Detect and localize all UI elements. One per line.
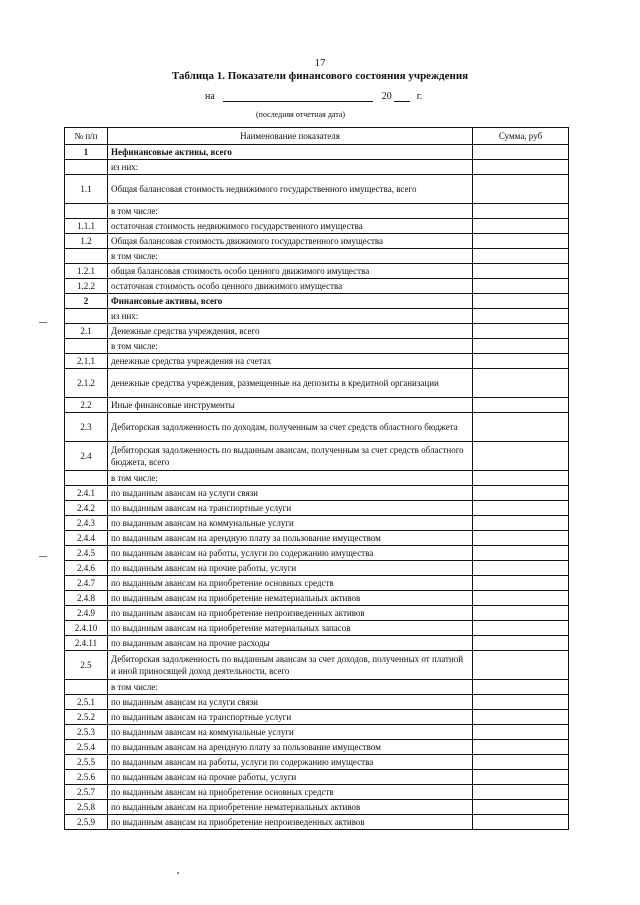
sum-cell[interactable] <box>473 815 569 830</box>
table-header-row <box>65 128 569 145</box>
row-number: 2.4.3 <box>65 516 108 531</box>
sum-cell[interactable] <box>473 651 569 680</box>
row-number: 2.4.10 <box>65 621 108 636</box>
indicator-name: по выданным авансам на приобретение основных средств <box>108 576 473 591</box>
table-row <box>65 160 569 175</box>
date-line <box>205 91 422 102</box>
sum-cell[interactable] <box>473 354 569 369</box>
indicator-name: по выданным авансам на работы, услуги по содержанию имущества <box>108 755 473 770</box>
sum-cell[interactable] <box>473 561 569 576</box>
sum-cell[interactable] <box>473 725 569 740</box>
table-row <box>65 680 569 695</box>
indicator-name: остаточная стоимость недвижимого государственного имущества <box>108 219 473 234</box>
table-row <box>65 175 569 204</box>
row-number: 1.1 <box>65 175 108 204</box>
row-number: 1 <box>65 145 108 160</box>
row-number: 1.1.1 <box>65 219 108 234</box>
table-title: Таблица 1. Показатели финансового состояния учреждения <box>171 70 469 82</box>
row-number: 2.4.2 <box>65 501 108 516</box>
row-number: 2.4.6 <box>65 561 108 576</box>
date-blank <box>223 91 373 102</box>
row-number: 1.2 <box>65 234 108 249</box>
indicator-name: по выданным авансам на работы, услуги по содержанию имущества <box>108 546 473 561</box>
table-row <box>65 740 569 755</box>
indicator-name: Иные финансовые инструменты <box>108 398 473 413</box>
table-row <box>65 309 569 324</box>
sum-cell[interactable] <box>473 413 569 442</box>
table-row <box>65 442 569 471</box>
sum-cell[interactable] <box>473 398 569 413</box>
indicator-name: по выданным авансам на коммунальные услуги <box>108 725 473 740</box>
scan-mark <box>39 322 47 323</box>
table-row <box>65 398 569 413</box>
indicator-name: Дебиторская задолженность по доходам, полученным за счет средств областного бюджета <box>108 413 473 442</box>
row-number: 2.3 <box>65 413 108 442</box>
row-number: 2.4.5 <box>65 546 108 561</box>
sum-cell[interactable] <box>473 770 569 785</box>
table-row <box>65 471 569 486</box>
header-num: № п/п <box>65 128 108 145</box>
indicator-name: из них: <box>108 309 473 324</box>
table-row <box>65 279 569 294</box>
sum-cell[interactable] <box>473 531 569 546</box>
row-number: 2.5.9 <box>65 815 108 830</box>
table-row <box>65 339 569 354</box>
row-number <box>65 680 108 695</box>
row-number: 1.2.2 <box>65 279 108 294</box>
table-row <box>65 204 569 219</box>
table-row <box>65 501 569 516</box>
indicator-name: по выданным авансам на приобретение непроизведенных активов <box>108 815 473 830</box>
sum-cell[interactable] <box>473 309 569 324</box>
row-number: 1.2.1 <box>65 264 108 279</box>
table-body <box>65 145 569 830</box>
sum-cell[interactable] <box>473 501 569 516</box>
table-row <box>65 294 569 309</box>
sum-cell[interactable] <box>473 204 569 219</box>
table-row <box>65 546 569 561</box>
row-number: 2.4.7 <box>65 576 108 591</box>
table-row <box>65 531 569 546</box>
indicator-name: по выданным авансам на арендную плату за пользование имуществом <box>108 740 473 755</box>
table-row <box>65 561 569 576</box>
header-name: Наименование показателя <box>108 128 473 145</box>
indicator-name: Дебиторская задолженность по выданным авансам за счет доходов, полученных от платной и иной приносящей доход деятельности, всего <box>108 651 473 680</box>
indicator-name: Общая балансовая стоимость недвижимого государственного имущества, всего <box>108 175 473 204</box>
table-row <box>65 651 569 680</box>
sum-cell[interactable] <box>473 695 569 710</box>
date-year-suffix: г. <box>416 91 423 102</box>
indicator-name: из них: <box>108 160 473 175</box>
indicator-name: по выданным авансам на приобретение материальных запасов <box>108 621 473 636</box>
sum-cell[interactable] <box>473 442 569 471</box>
table-row <box>65 413 569 442</box>
table-row <box>65 234 569 249</box>
table-row <box>65 695 569 710</box>
row-number: 2.4.9 <box>65 606 108 621</box>
row-number: 2.5.3 <box>65 725 108 740</box>
sum-cell[interactable] <box>473 145 569 160</box>
indicator-name: остаточная стоимость особо ценного движимого имущества <box>108 279 473 294</box>
indicator-name: в том числе: <box>108 249 473 264</box>
row-number <box>65 339 108 354</box>
sum-cell[interactable] <box>473 264 569 279</box>
table-row <box>65 249 569 264</box>
row-number: 2.5.2 <box>65 710 108 725</box>
row-number <box>65 160 108 175</box>
indicator-name: по выданным авансам на приобретение нематериальных активов <box>108 591 473 606</box>
indicator-name: в том числе: <box>108 339 473 354</box>
scan-dot <box>177 872 179 874</box>
sum-cell[interactable] <box>473 160 569 175</box>
sum-cell[interactable] <box>473 369 569 398</box>
table-row <box>65 621 569 636</box>
sum-cell[interactable] <box>473 546 569 561</box>
indicator-name: по выданным авансам на арендную плату за пользование имуществом <box>108 531 473 546</box>
sum-cell[interactable] <box>473 710 569 725</box>
sum-cell[interactable] <box>473 294 569 309</box>
table-row <box>65 516 569 531</box>
indicator-name: денежные средства учреждения на счетах <box>108 354 473 369</box>
indicator-name: по выданным авансам на приобретение основных средств <box>108 785 473 800</box>
page-number: 17 <box>314 57 326 69</box>
indicator-name: по выданным авансам на прочие работы, услуги <box>108 770 473 785</box>
indicator-name: по выданным авансам на прочие работы, услуги <box>108 561 473 576</box>
indicator-name: по выданным авансам на услуги связи <box>108 486 473 501</box>
sum-cell[interactable] <box>473 516 569 531</box>
indicator-name: по выданным авансам на приобретение нематериальных активов <box>108 800 473 815</box>
table-row <box>65 770 569 785</box>
row-number: 2.5.7 <box>65 785 108 800</box>
sum-cell[interactable] <box>473 636 569 651</box>
indicator-name: по выданным авансам на коммунальные услуги <box>108 516 473 531</box>
indicator-name: Денежные средства учреждения, всего <box>108 324 473 339</box>
table-row <box>65 606 569 621</box>
row-number <box>65 249 108 264</box>
indicator-name: общая балансовая стоимость особо ценного движимого имущества <box>108 264 473 279</box>
sum-cell[interactable] <box>473 755 569 770</box>
sum-cell[interactable] <box>473 800 569 815</box>
header-sum: Сумма, руб <box>473 128 569 145</box>
date-prefix: на <box>205 91 215 102</box>
row-number: 2.4.1 <box>65 486 108 501</box>
sum-cell[interactable] <box>473 279 569 294</box>
row-number: 2.5.4 <box>65 740 108 755</box>
sum-cell[interactable] <box>473 339 569 354</box>
sum-cell[interactable] <box>473 785 569 800</box>
sum-cell[interactable] <box>473 591 569 606</box>
sum-cell[interactable] <box>473 486 569 501</box>
row-number: 2.2 <box>65 398 108 413</box>
indicator-name: по выданным авансам на приобретение непроизведенных активов <box>108 606 473 621</box>
sum-cell[interactable] <box>473 471 569 486</box>
indicator-name: в том числе: <box>108 204 473 219</box>
sum-cell[interactable] <box>473 576 569 591</box>
row-number: 2.5.5 <box>65 755 108 770</box>
table-row <box>65 591 569 606</box>
indicator-name: денежные средства учреждения, размещенные на депозиты в кредитной организации <box>108 369 473 398</box>
indicator-name: в том числе: <box>108 471 473 486</box>
indicator-name: по выданным авансам на прочие расходы <box>108 636 473 651</box>
sum-cell[interactable] <box>473 324 569 339</box>
sum-cell[interactable] <box>473 680 569 695</box>
table-row <box>65 785 569 800</box>
row-number: 2.1 <box>65 324 108 339</box>
indicators-table <box>64 127 569 830</box>
table-row <box>65 369 569 398</box>
indicator-name: по выданным авансам на услуги связи <box>108 695 473 710</box>
date-year-blank <box>394 91 410 102</box>
row-number: 2.1.1 <box>65 354 108 369</box>
row-number <box>65 471 108 486</box>
table-row <box>65 800 569 815</box>
table-row <box>65 710 569 725</box>
table-row <box>65 576 569 591</box>
scan-mark <box>39 556 47 557</box>
indicator-name: по выданным авансам на транспортные услуги <box>108 501 473 516</box>
table-row <box>65 636 569 651</box>
sum-cell[interactable] <box>473 234 569 249</box>
indicator-name: Финансовые активы, всего <box>108 294 473 309</box>
table-row <box>65 725 569 740</box>
indicator-name: Нефинансовые активы, всего <box>108 145 473 160</box>
indicator-name: Дебиторская задолженность по выданным авансам, полученным за счет средств областного бюджета, всего <box>108 442 473 471</box>
row-number: 2 <box>65 294 108 309</box>
indicator-name: в том числе: <box>108 680 473 695</box>
row-number: 2.4 <box>65 442 108 471</box>
row-number <box>65 204 108 219</box>
row-number: 2.5 <box>65 651 108 680</box>
sum-cell[interactable] <box>473 219 569 234</box>
indicator-name: по выданным авансам на транспортные услуги <box>108 710 473 725</box>
sum-cell[interactable] <box>473 621 569 636</box>
table-row <box>65 755 569 770</box>
row-number: 2.5.1 <box>65 695 108 710</box>
sum-cell[interactable] <box>473 740 569 755</box>
row-number: 2.5.8 <box>65 800 108 815</box>
table-row <box>65 145 569 160</box>
row-number: 2.4.8 <box>65 591 108 606</box>
table-row <box>65 486 569 501</box>
table-row <box>65 815 569 830</box>
sum-cell[interactable] <box>473 249 569 264</box>
table-row <box>65 219 569 234</box>
table-row <box>65 324 569 339</box>
sum-cell[interactable] <box>473 175 569 204</box>
table-row <box>65 354 569 369</box>
row-number: 2.4.4 <box>65 531 108 546</box>
date-caption: (последняя отчетная дата) <box>256 110 346 119</box>
row-number: 2.1.2 <box>65 369 108 398</box>
row-number: 2.4.11 <box>65 636 108 651</box>
indicator-name: Общая балансовая стоимость движимого государственного имущества <box>108 234 473 249</box>
date-year-prefix: 20 <box>381 91 392 102</box>
table-row <box>65 264 569 279</box>
row-number <box>65 309 108 324</box>
row-number: 2.5.6 <box>65 770 108 785</box>
sum-cell[interactable] <box>473 606 569 621</box>
